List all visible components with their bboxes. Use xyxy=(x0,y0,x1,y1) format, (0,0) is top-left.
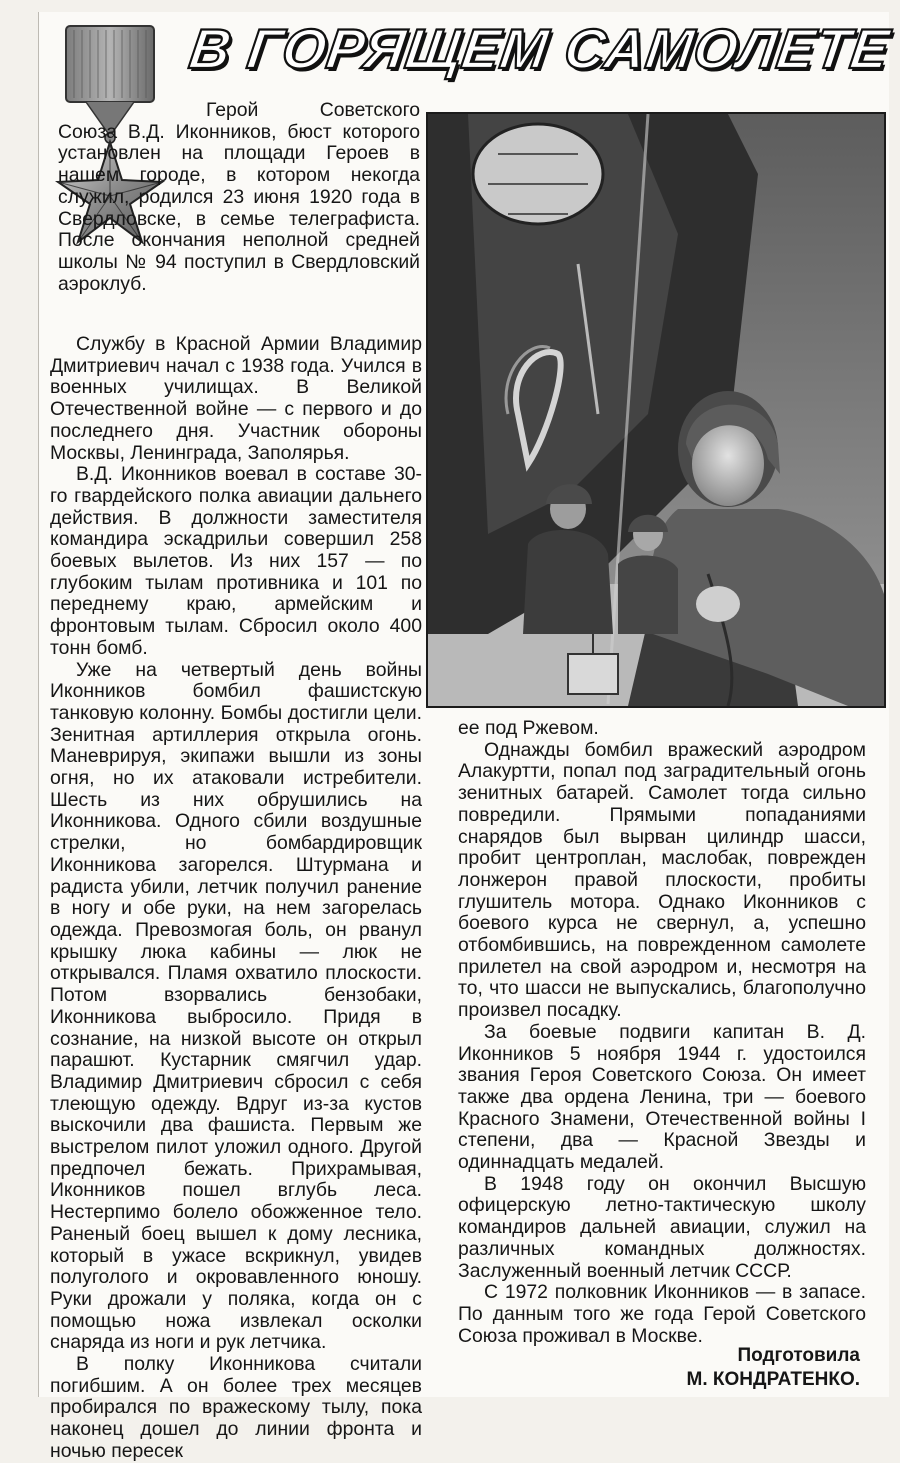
intro-paragraph xyxy=(58,100,420,295)
paragraph: Однажды бомбил вражеский аэродром Алакуртти, попал под заградительный огонь зенитных батарей. Самолет тогда сильно повредили. Прямыми попаданиями снарядов был вырван цилиндр шасси, пробит центроплан, маслобак, поврежден лонжерон правой плоскости, пробиты глушитель мотора. Однако Иконников с боевого курса не свернул, а, успешно отбомбившись, на поврежденном самолете прилетел на свой аэродром и, несмотря на то, что шасси не выпускались, благополучно произвел посадку. xyxy=(458,738,866,1022)
paragraph: В.Д. Иконников воевал в составе 30-го гвардейского полка авиации дальнего действия. В должности заместителя командира эскадрильи совершил 258 боевых вылетов. Из них 157 — по глубоким тылам противника и 101 по переднему краю, армейским и фронтовым тылам. Сбросил около 400 тонн бомб. xyxy=(50,463,422,659)
paragraph: Герой Советского Союза В.Д. Иконников, бюст которого установлен на площади Героев в нашем городе, в котором некогда служил, родился 23 июня 1920 года в Свердловске, в семье телеграфиста. После окончания неполной средней школы № 94 поступил в Свердловский аэроклуб. xyxy=(58,99,420,295)
paragraph: Уже на четвертый день войны Иконников бомбил фашистскую танковую колонну. Бомбы достигли цели. Зенитная артиллерия открыла огонь. Маневрируя, экипажи вышли из зоны огня, но их атаковали истребители. Шесть из них обрушились на Иконникова. Одного сбили воздушные стрелки, но бомбардировщик Иконникова загорелся. Штурмана и радиста убили, летчик получил ранение в ногу и обе руки, на нем загорелась одежда. Превозмогая боль, он рванул крышку люка кабины — люк не открывался. Пламя охватило плоскости. Потом взорвались бензобаки, Иконникова выбросило. Придя в сознание, на низкой высоте он открыл парашют. Кустарник смягчил удар. Владимир Дмитриевич сбросил с себя тлеющую одежду. Вдруг из-за кустов выскочили два фашиста. Первым же выстрелом пилот уложил одного. Другой предпочел бежать. Прихрамывая, Иконников пошел вглубь леса. Нестерпимо болело обожженное тело. Раненый боец вышел к дому лесника, который в ужасе вскрикнул, увидев полуголого и окровавленного юношу. Руки дрожали у поляка, когда он с помощью ножа извлекал осколки снаряда из ноги и рук летчика. xyxy=(50,658,422,1354)
paragraph: В полку Иконникова считали погибшим. А он более трех месяцев пробирался по вражескому тылу, пока наконец дошел до линии фронта и ночью пересек xyxy=(50,1353,422,1462)
author-name: М. КОНДРАТЕНКО. xyxy=(686,1369,860,1390)
signature-caption: Подготовила xyxy=(737,1345,860,1366)
paragraph: За боевые подвиги капитан В. Д. Иконников 5 ноября 1944 г. удостоился звания Героя Советского Союза. Он имеет также два ордена Ленина, три — боевого Красного Знамени, Отечественной войны I степени, два — Красной Звезды и одиннадцать медалей. xyxy=(458,1020,866,1174)
author-signature xyxy=(560,1344,860,1392)
paragraph: В 1948 году он окончил Высшую офицерскую летно-тактическую школу командиров дальней авиации, служил на различных командных должностях. Заслуженный военный летчик СССР. xyxy=(458,1172,866,1282)
column-right xyxy=(458,718,866,1347)
paragraph: ее под Ржевом. xyxy=(458,717,599,739)
column-left xyxy=(50,334,422,1463)
paragraph: С 1972 полковник Иконников — в запасе. По данным того же года Герой Советского Союза проживал в Москве. xyxy=(458,1281,866,1347)
paragraph: Службу в Красной Армии Владимир Дмитриевич начал с 1938 года. Учился в военных училищах. В Великой Отечественной войне — с первого и до последнего дня. Участник обороны Москвы, Ленинграда, Заполярья. xyxy=(50,333,422,464)
pilots-by-aircraft-photo xyxy=(426,112,886,708)
article-title: В ГОРЯЩЕМ САМОЛЕТЕ xyxy=(185,17,894,80)
